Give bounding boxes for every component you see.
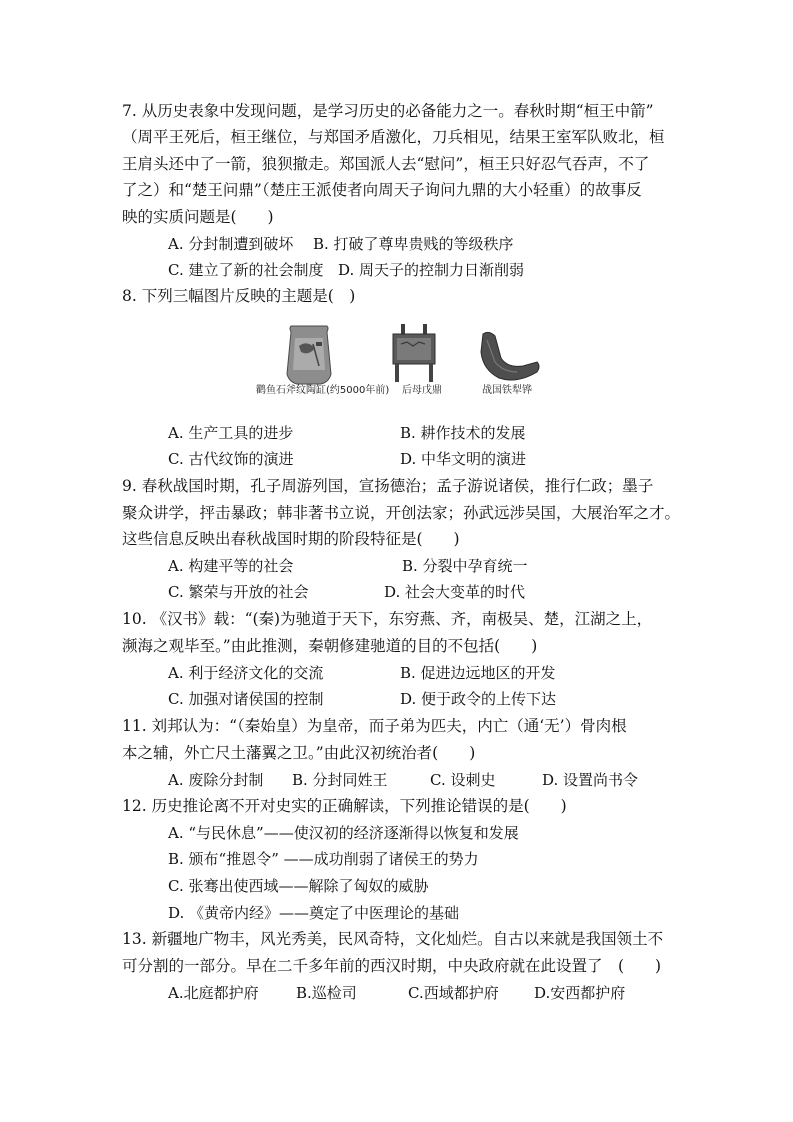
option-d: D. 《黄帝内经》——奠定了中医理论的基础 — [168, 904, 460, 922]
question-10-line: 10. 《汉书》载：“(秦)为驰道于天下，东穷燕、齐，南极吴、楚，江湖之上， — [122, 610, 653, 628]
question-7-line: 王肩头还中了一箭，狼狈撤走。郑国派人去“慰问”，桓王只好忍气吞声，不了 — [122, 155, 650, 173]
question-10-line: 濒海之观毕至。”由此推测，秦朝修建驰道的目的不包括( ) — [122, 637, 538, 655]
option-d: D. 中华文明的演进 — [400, 450, 527, 468]
question-13-line: 13. 新疆地广物丰，风光秀美，民风奇特，文化灿烂。自古以来就是我国领土不 — [122, 930, 664, 948]
question-9-line: 这些信息反映出春秋战国时期的阶段特征是( ) — [122, 530, 460, 548]
caption-bronze-ding: 后母戊鼎 — [402, 385, 442, 396]
question-7-line: 映的实质问题是( ) — [122, 208, 274, 226]
question-7-line: （周平王死后，桓王继位，与郑国矛盾激化，刀兵相见，结果王室军队败北，桓 — [122, 128, 665, 146]
question-12-line: 12. 历史推论离不开对史实的正确解读，下列推论错误的是( ) — [122, 797, 567, 815]
option-b: B. 耕作技术的发展 — [400, 424, 526, 442]
iron-plough-image — [481, 332, 539, 380]
option-a: A. 废除分封制 — [168, 771, 264, 789]
question-13-line: 可分割的一部分。早在二千多年前的西汉时期，中央政府就在此设置了 ( ) — [122, 957, 662, 975]
bronze-ding-image — [393, 324, 435, 382]
option-b: B.巡检司 — [296, 984, 357, 1002]
option-d: D. 周天子的控制力日渐削弱 — [338, 261, 525, 279]
pottery-jar-image — [287, 326, 331, 384]
question-7-line: 7. 从历史表象中发现问题，是学习历史的必备能力之一。春秋时期“桓王中箭” — [122, 102, 654, 120]
question-8-line: 8. 下列三幅图片反映的主题是( ) — [122, 287, 356, 305]
option-b: B. 颁布“推恩令” ——成功削弱了诸侯王的势力 — [168, 850, 479, 868]
option-c: C. 张骞出使西域——解除了匈奴的威胁 — [168, 877, 429, 895]
option-b: B. 分封同姓王 — [292, 771, 388, 789]
option-b: B. 打破了尊卑贵贱的等级秩序 — [313, 235, 514, 253]
option-a: A. 分封制遭到破坏 — [168, 235, 294, 253]
option-a: A. “与民休息”——使汉初的经济逐渐得以恢复和发展 — [168, 824, 519, 842]
question-9-line: 聚众讲学，抨击暴政；韩非著书立说，开创法家；孙武远涉吴国，大展治军之才。 — [122, 504, 681, 522]
option-c: C. 古代纹饰的演进 — [168, 450, 294, 468]
option-b: B. 促进边远地区的开发 — [400, 664, 556, 682]
option-c: C. 加强对诸侯国的控制 — [168, 690, 324, 708]
caption-pottery-jar: 鹳鱼石斧纹陶缸(约5000年前) — [256, 385, 390, 396]
question-7-line: 了之）和“楚王问鼎”（楚庄王派使者向周天子询问九鼎的大小轻重）的故事反 — [122, 181, 642, 199]
option-d: D.安西都护府 — [534, 984, 626, 1002]
option-d: D. 便于政令的上传下达 — [400, 690, 557, 708]
option-d: D. 社会大变革的时代 — [384, 583, 526, 601]
option-a: A.北庭都护府 — [168, 984, 259, 1002]
option-a: A. 利于经济文化的交流 — [168, 664, 324, 682]
question-11-line: 本之辅，外亡尺土藩翼之卫。”由此汉初统治者( ) — [122, 744, 476, 762]
option-a: A. 构建平等的社会 — [168, 557, 294, 575]
option-a: A. 生产工具的进步 — [168, 424, 294, 442]
option-c: C. 建立了新的社会制度 — [168, 261, 324, 279]
question-9-line: 9. 春秋战国时期，孔子周游列国，宣扬德治；孟子游说诸侯，推行仁政；墨子 — [122, 477, 654, 495]
option-c: C.西域都护府 — [408, 984, 499, 1002]
caption-iron-plough: 战国铁犁铧 — [482, 385, 532, 396]
option-b: B. 分裂中孕育统一 — [402, 557, 528, 575]
question-11-line: 11. 刘邦认为：“（秦始皇）为皇帝，而子弟为匹夫，内亡（通‘无’）骨肉根 — [122, 717, 627, 735]
option-c: C. 设刺史 — [430, 771, 496, 789]
option-c: C. 繁荣与开放的社会 — [168, 583, 309, 601]
option-d: D. 设置尚书令 — [542, 771, 639, 789]
